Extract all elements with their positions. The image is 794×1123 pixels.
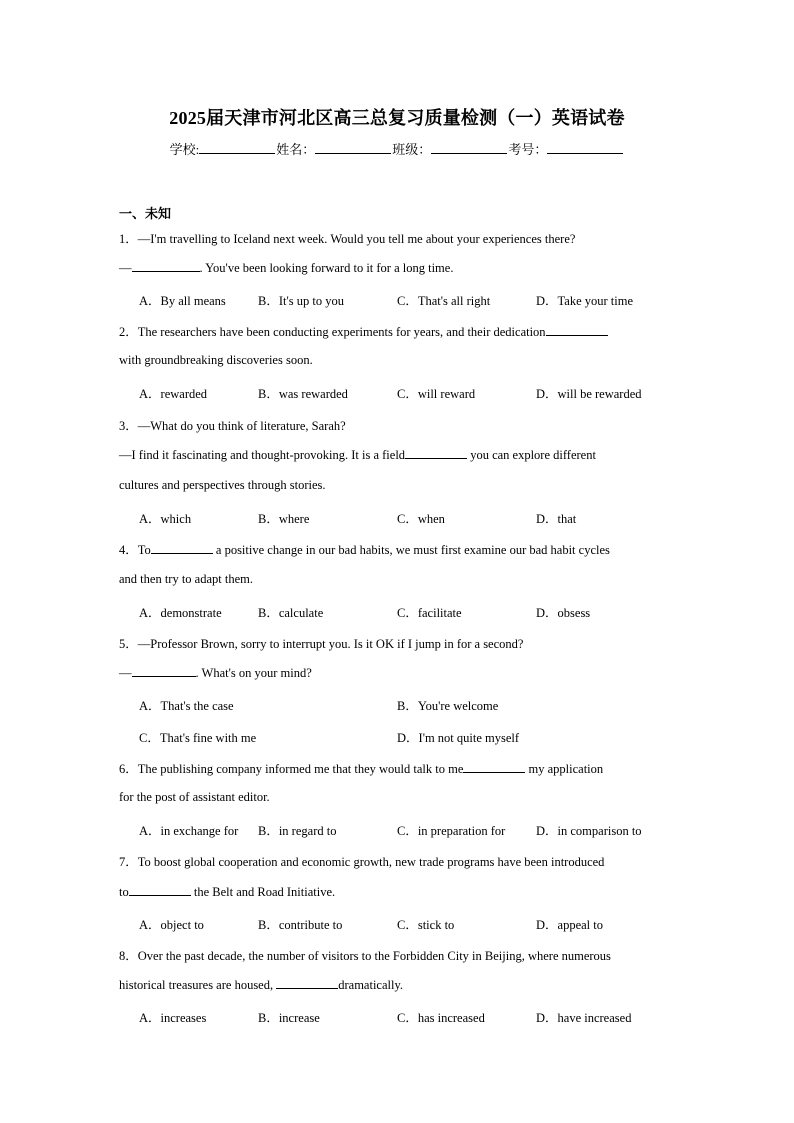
option-a[interactable]: A．which bbox=[139, 512, 192, 526]
option-d[interactable]: D．Take your time bbox=[536, 294, 634, 308]
name-label: 姓名： bbox=[276, 142, 316, 157]
option-a[interactable]: A．That's the case bbox=[139, 699, 234, 713]
option-c[interactable]: C．facilitate bbox=[397, 606, 462, 620]
number-label: 考号： bbox=[508, 142, 548, 157]
option-a[interactable]: A．increases bbox=[139, 1011, 207, 1025]
option-d[interactable]: D．obsess bbox=[536, 606, 591, 620]
number-blank[interactable] bbox=[547, 141, 623, 154]
question-3-line-1: 3．—What do you think of literature, Sarah? bbox=[119, 419, 346, 433]
answer-blank[interactable] bbox=[151, 542, 213, 554]
school-label: 学校: bbox=[169, 142, 200, 157]
class-blank[interactable] bbox=[431, 141, 507, 154]
question-8-line-2: historical treasures are housed, dramatically. bbox=[119, 978, 404, 992]
option-a[interactable]: A．in exchange for bbox=[139, 824, 239, 838]
option-c[interactable]: C．when bbox=[397, 512, 445, 526]
option-b[interactable]: B．You're welcome bbox=[397, 699, 499, 713]
option-a[interactable]: A．object to bbox=[139, 918, 204, 932]
class-label: 班级： bbox=[392, 142, 432, 157]
question-5-line-2: — . What's on your mind? bbox=[119, 666, 312, 680]
question-4-line-1: 4．To a positive change in our bad habits, we must first examine our bad habit cycles bbox=[119, 543, 610, 557]
name-blank[interactable] bbox=[315, 141, 391, 154]
option-b[interactable]: B．was rewarded bbox=[258, 387, 348, 401]
school-blank[interactable] bbox=[199, 141, 275, 154]
question-7-line-1: 7．To boost global cooperation and economic growth, new trade programs have been introduced bbox=[119, 855, 605, 869]
answer-blank[interactable] bbox=[405, 447, 467, 459]
option-d[interactable]: D．in comparison to bbox=[536, 824, 642, 838]
answer-blank[interactable] bbox=[132, 260, 200, 272]
answer-blank[interactable] bbox=[132, 665, 196, 677]
option-c[interactable]: C．stick to bbox=[397, 918, 455, 932]
option-b[interactable]: B．It's up to you bbox=[258, 294, 344, 308]
question-2-line-2: with groundbreaking discoveries soon. bbox=[119, 353, 313, 367]
option-a[interactable]: A．demonstrate bbox=[139, 606, 222, 620]
option-b[interactable]: B．contribute to bbox=[258, 918, 343, 932]
option-c[interactable]: C．That's all right bbox=[397, 294, 491, 308]
option-b[interactable]: B．where bbox=[258, 512, 310, 526]
option-a[interactable]: A．rewarded bbox=[139, 387, 208, 401]
option-c[interactable]: C．in preparation for bbox=[397, 824, 506, 838]
option-b[interactable]: B．calculate bbox=[258, 606, 324, 620]
option-c[interactable]: C．has increased bbox=[397, 1011, 485, 1025]
question-6-line-2: for the post of assistant editor. bbox=[119, 790, 270, 804]
option-d[interactable]: D．I'm not quite myself bbox=[397, 731, 520, 745]
option-b[interactable]: B．in regard to bbox=[258, 824, 337, 838]
question-3-line-3: cultures and perspectives through stories. bbox=[119, 478, 326, 492]
question-1-line-1: 1．—I'm travelling to Iceland next week. Would you tell me about your experiences there? bbox=[119, 232, 576, 246]
answer-blank[interactable] bbox=[463, 761, 525, 773]
answer-blank[interactable] bbox=[276, 977, 338, 989]
question-4-line-2: and then try to adapt them. bbox=[119, 572, 253, 586]
question-2-line-1: 2．The researchers have been conducting experiments for years, and their dedication bbox=[119, 322, 608, 340]
section-heading: 一、未知 bbox=[119, 206, 172, 221]
option-c[interactable]: C．will reward bbox=[397, 387, 476, 401]
question-6-line-1: 6．The publishing company informed me that they would talk to me my application bbox=[119, 762, 604, 776]
option-a[interactable]: A．By all means bbox=[139, 294, 226, 308]
question-5-line-1: 5．—Professor Brown, sorry to interrupt you. Is it OK if I jump in for a second? bbox=[119, 637, 524, 651]
option-c[interactable]: C．That's fine with me bbox=[139, 731, 257, 745]
student-info-line bbox=[0, 139, 794, 158]
question-1-line-2: — . You've been looking forward to it for a long time. bbox=[119, 261, 454, 275]
option-b[interactable]: B．increase bbox=[258, 1011, 320, 1025]
answer-blank[interactable] bbox=[129, 884, 191, 896]
page-title: 2025届天津市河北区高三总复习质量检测（一）英语试卷 bbox=[169, 108, 625, 128]
question-7-line-2: to the Belt and Road Initiative. bbox=[119, 885, 336, 899]
option-d[interactable]: D．have increased bbox=[536, 1011, 632, 1025]
answer-blank[interactable] bbox=[546, 324, 608, 336]
option-d[interactable]: D．will be rewarded bbox=[536, 387, 642, 401]
question-3-line-2: —I find it fascinating and thought-provoking. It is a field you can explore different bbox=[119, 448, 596, 462]
option-d[interactable]: D．that bbox=[536, 512, 577, 526]
option-d[interactable]: D．appeal to bbox=[536, 918, 603, 932]
question-8-line-1: 8．Over the past decade, the number of visitors to the Forbidden City in Beijing, where numerous bbox=[119, 949, 611, 963]
